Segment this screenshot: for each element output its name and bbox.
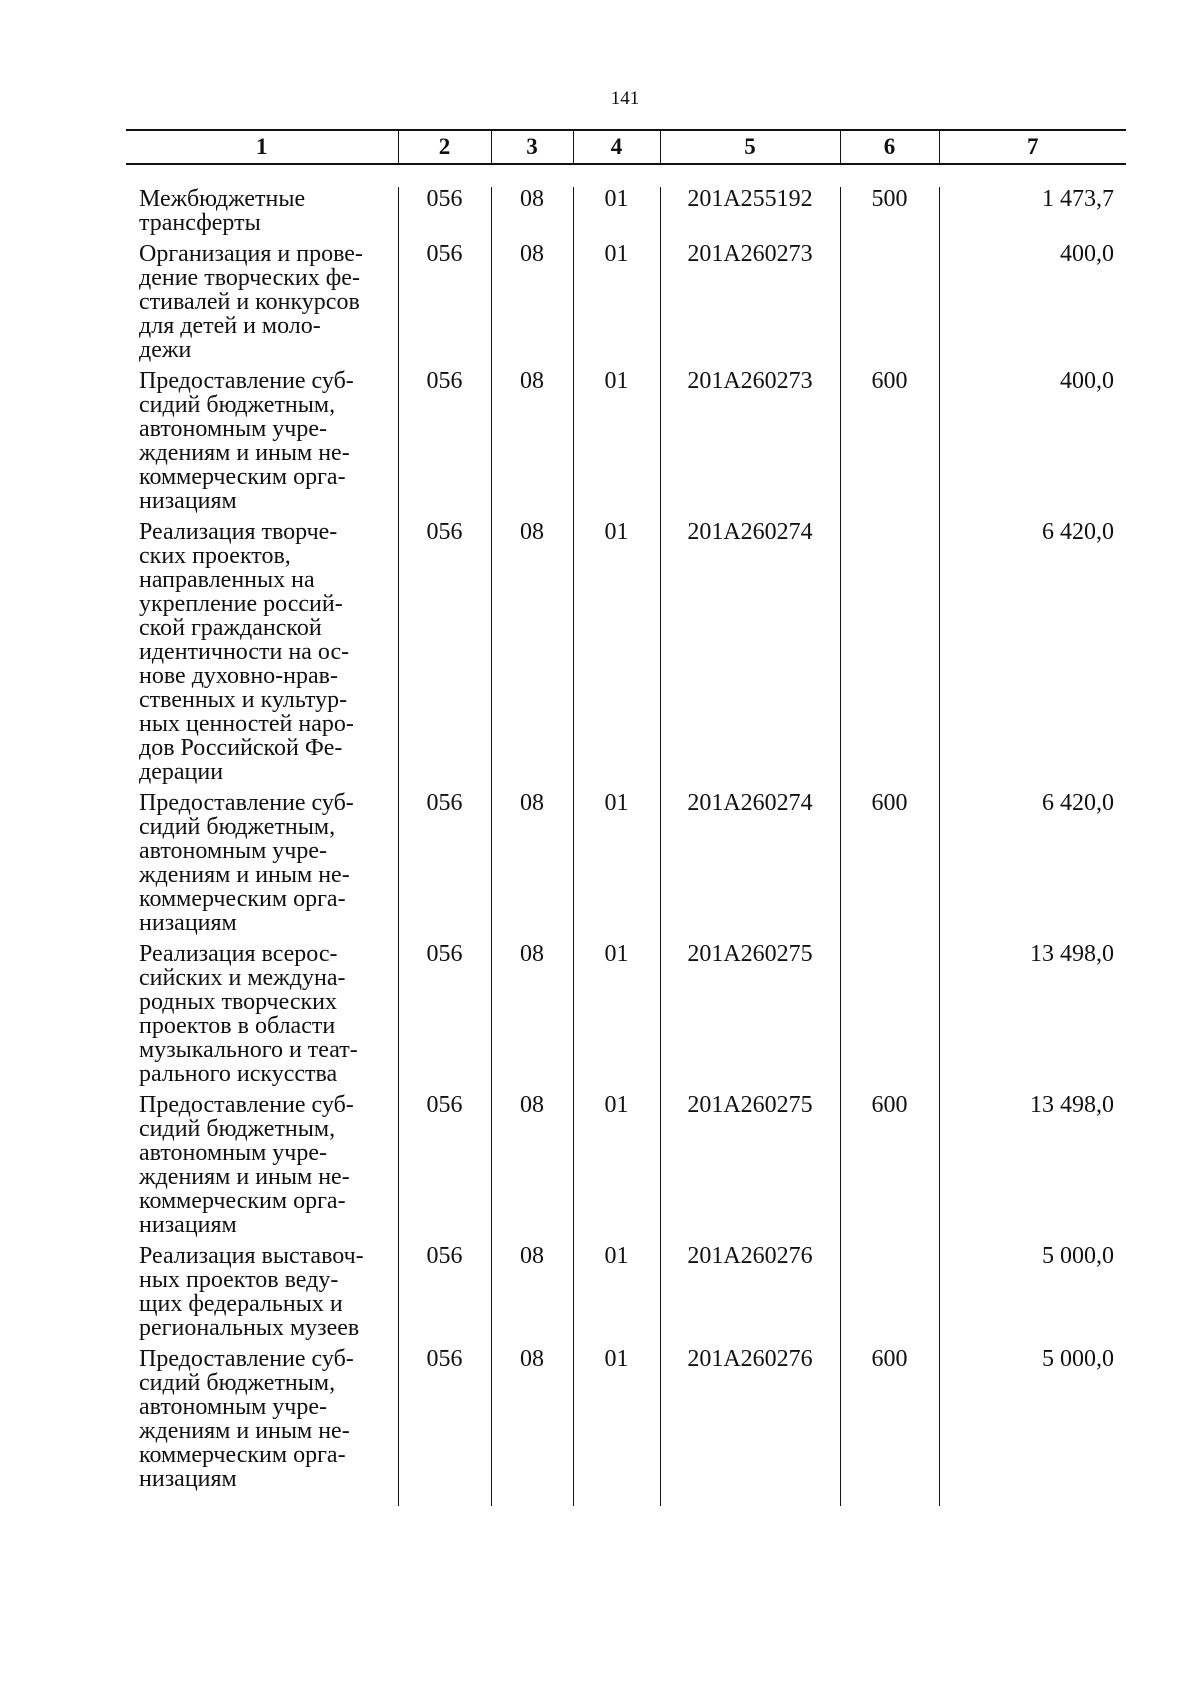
table-row	[126, 1244, 1126, 1347]
table-row	[126, 1347, 1126, 1498]
header-cell-6: 6	[840, 130, 939, 164]
row-name: Межбюджетные трансферты	[139, 186, 306, 236]
row-col-6: 600	[840, 369, 939, 520]
row-col-3: 08	[491, 1244, 573, 1347]
header-row	[126, 130, 1126, 164]
row-col-3: 08	[491, 187, 573, 242]
row-name: Реализация творче- ских проектов, направленных на укрепление россий- ской гражданской идентичности на ос- нове духовно-нрав- ственных и культур- ных ценностей наро- дов Российской Фе- дерации	[139, 519, 354, 785]
row-col-5: 201A260273	[660, 242, 840, 369]
table-row	[126, 520, 1126, 791]
row-col-4: 01	[573, 791, 660, 942]
row-col-2: 056	[398, 520, 491, 791]
tail-cell	[660, 1498, 840, 1506]
row-col-2: 056	[398, 1347, 491, 1498]
row-amount: 5 000,0	[939, 1244, 1126, 1347]
table-row	[126, 791, 1126, 942]
row-col-5: 201A255192	[660, 187, 840, 242]
row-name: Предоставление суб- сидий бюджетным, автономным учре- ждениям и иным не- коммерческим орга- низациям	[139, 1092, 354, 1238]
table-row	[126, 942, 1126, 1093]
row-amount: 400,0	[939, 369, 1126, 520]
row-col-2: 056	[398, 1093, 491, 1244]
row-col-6: 600	[840, 791, 939, 942]
header-cell-7: 7	[939, 130, 1126, 164]
row-col-3: 08	[491, 369, 573, 520]
row-col-4: 01	[573, 369, 660, 520]
table-header	[126, 130, 1126, 187]
row-col-2: 056	[398, 369, 491, 520]
header-cell-5: 5	[660, 130, 840, 164]
table-body	[126, 187, 1126, 1506]
row-col-3: 08	[491, 1347, 573, 1498]
table-row	[126, 187, 1126, 242]
row-col-4: 01	[573, 520, 660, 791]
header-spacer	[126, 164, 1126, 187]
row-col-3: 08	[491, 791, 573, 942]
tail-cell	[126, 1498, 398, 1506]
row-col-4: 01	[573, 1347, 660, 1498]
row-amount: 1 473,7	[939, 187, 1126, 242]
row-col-3: 08	[491, 942, 573, 1093]
tail-cell	[398, 1498, 491, 1506]
table-row	[126, 1093, 1126, 1244]
row-name: Предоставление суб- сидий бюджетным, автономным учре- ждениям и иным не- коммерческим орга- низациям	[139, 790, 354, 936]
row-amount: 13 498,0	[939, 1093, 1126, 1244]
row-col-6	[840, 242, 939, 369]
table-tail	[126, 1498, 1126, 1506]
row-col-2: 056	[398, 1244, 491, 1347]
row-name: Предоставление суб- сидий бюджетным, автономным учре- ждениям и иным не- коммерческим орга- низациям	[139, 1346, 354, 1492]
row-col-6: 600	[840, 1347, 939, 1498]
row-amount: 400,0	[939, 242, 1126, 369]
row-amount: 6 420,0	[939, 520, 1126, 791]
row-col-6	[840, 1244, 939, 1347]
row-col-4: 01	[573, 242, 660, 369]
row-amount: 5 000,0	[939, 1347, 1126, 1498]
row-col-6	[840, 520, 939, 791]
tail-cell	[491, 1498, 573, 1506]
row-col-2: 056	[398, 942, 491, 1093]
row-col-6: 600	[840, 1093, 939, 1244]
row-col-5: 201A260274	[660, 520, 840, 791]
row-col-3: 08	[491, 242, 573, 369]
tail-cell	[939, 1498, 1126, 1506]
row-col-5: 201A260274	[660, 791, 840, 942]
row-col-6: 500	[840, 187, 939, 242]
page-number: 141	[610, 88, 640, 109]
header-cell-3: 3	[491, 130, 573, 164]
row-col-5: 201A260276	[660, 1347, 840, 1498]
row-col-5: 201A260276	[660, 1244, 840, 1347]
tail-cell	[573, 1498, 660, 1506]
row-name: Реализация всерос- сийских и междуна- родных творческих проектов в области музыкального и теат- рального искусства	[139, 941, 358, 1087]
row-col-5: 201A260275	[660, 1093, 840, 1244]
row-col-4: 01	[573, 187, 660, 242]
row-amount: 13 498,0	[939, 942, 1126, 1093]
table-row	[126, 242, 1126, 369]
tail-cell	[840, 1498, 939, 1506]
table-row	[126, 369, 1126, 520]
header-cell-2: 2	[398, 130, 491, 164]
row-col-4: 01	[573, 942, 660, 1093]
row-col-2: 056	[398, 791, 491, 942]
row-col-4: 01	[573, 1244, 660, 1347]
row-amount: 6 420,0	[939, 791, 1126, 942]
header-cell-1: 1	[126, 130, 398, 164]
header-cell-4: 4	[573, 130, 660, 164]
row-name: Предоставление суб- сидий бюджетным, автономным учре- ждениям и иным не- коммерческим орга- низациям	[139, 368, 354, 514]
row-name: Реализация выставоч- ных проектов веду- щих федеральных и региональных музеев	[139, 1243, 364, 1341]
row-col-3: 08	[491, 520, 573, 791]
budget-table	[126, 129, 1126, 1506]
row-col-3: 08	[491, 1093, 573, 1244]
row-col-6	[840, 942, 939, 1093]
header-spacer-cell	[126, 164, 1126, 187]
row-col-5: 201A260273	[660, 369, 840, 520]
row-col-5: 201A260275	[660, 942, 840, 1093]
row-col-4: 01	[573, 1093, 660, 1244]
row-col-2: 056	[398, 187, 491, 242]
row-name: Организация и прове- дение творческих фе- стивалей и конкурсов для детей и моло- дежи	[139, 241, 363, 363]
row-col-2: 056	[398, 242, 491, 369]
